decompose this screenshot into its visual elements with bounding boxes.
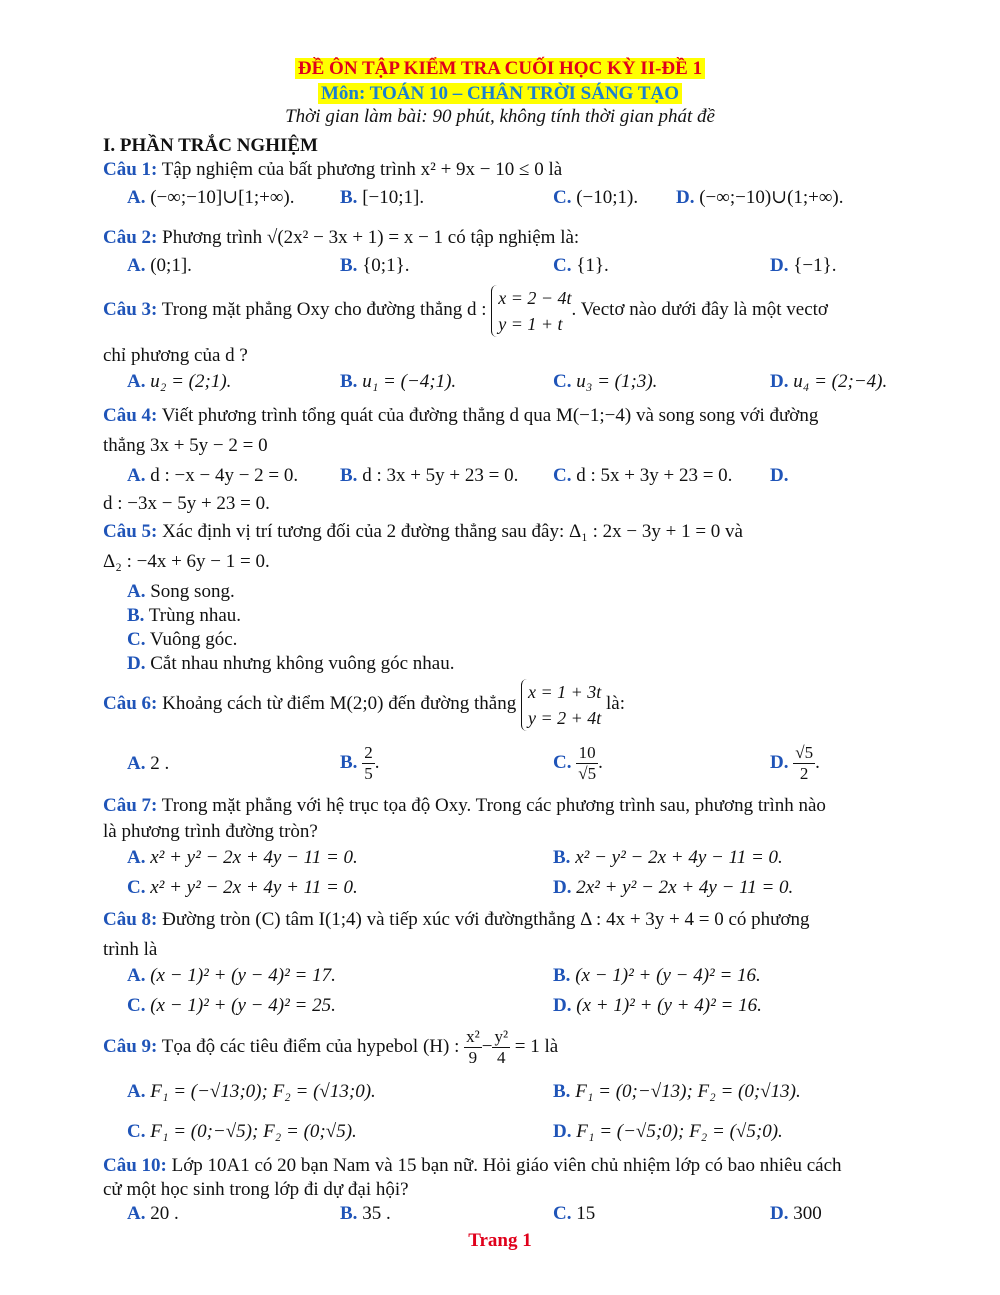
q8-option-a[interactable]: A. (x − 1)² + (y − 4)² = 17. bbox=[127, 965, 336, 986]
question-5 bbox=[103, 520, 743, 544]
question-label: Câu 5: bbox=[103, 521, 158, 542]
section-heading: I. PHẦN TRẮC NGHIỆM bbox=[103, 135, 318, 156]
q2-option-c[interactable]: C. {1}. bbox=[553, 255, 609, 276]
q7-option-a[interactable]: A. x² + y² − 2x + 4y − 11 = 0. bbox=[127, 847, 358, 868]
question-text-cont: là: bbox=[606, 693, 626, 714]
q7-option-b[interactable]: B. x² − y² − 2x + 4y − 11 = 0. bbox=[553, 847, 783, 868]
question-4 bbox=[103, 404, 818, 428]
question-text: Phương trình √(2x² − 3x + 1) = x − 1 có tập nghiệm là: bbox=[162, 227, 580, 248]
q4-option-c[interactable]: C. d : 5x + 3y + 23 = 0. bbox=[553, 465, 733, 486]
q5-option-a[interactable]: A. Song song. bbox=[127, 581, 235, 602]
question-3-line2: chỉ phương của d ? bbox=[103, 345, 248, 366]
q1-option-c[interactable]: C. (−10;1). bbox=[553, 187, 639, 208]
q7-option-c[interactable]: C. x² + y² − 2x + 4y + 11 = 0. bbox=[127, 877, 358, 898]
q3-option-d[interactable]: D. u₄ = (2;−4). bbox=[770, 371, 888, 392]
q1-option-a[interactable]: A. (−∞;−10]∪[1;+∞). bbox=[127, 187, 295, 208]
question-1 bbox=[103, 158, 562, 182]
q5-option-b[interactable]: B. Trùng nhau. bbox=[127, 605, 242, 626]
time-note: Thời gian làm bài: 90 phút, không tính thời gian phát đề bbox=[285, 106, 715, 127]
question-label: Câu 8: bbox=[103, 909, 158, 930]
q1-option-b[interactable]: B. [−10;1]. bbox=[340, 187, 425, 208]
q3-option-b[interactable]: B. u₁ = (−4;1). bbox=[340, 371, 457, 392]
question-label: Câu 7: bbox=[103, 795, 158, 816]
question-text-cont: = 1 là bbox=[514, 1036, 559, 1057]
q8-option-d[interactable]: D. (x + 1)² + (y + 4)² = 16. bbox=[553, 995, 762, 1016]
q4-option-a[interactable]: A. d : −x − 4y − 2 = 0. bbox=[127, 465, 299, 486]
equation-system: x = 1 + 3t y = 2 + 4t bbox=[521, 679, 601, 731]
question-8-line2: trình là bbox=[103, 939, 158, 960]
q5-option-d[interactable]: D. Cắt nhau nhưng không vuông góc nhau. bbox=[127, 653, 455, 674]
q8-option-c[interactable]: C. (x − 1)² + (y − 4)² = 25. bbox=[127, 995, 336, 1016]
equation-system: x = 2 − 4t y = 1 + t bbox=[491, 285, 571, 337]
question-3 bbox=[103, 284, 828, 337]
q8-option-b[interactable]: B. (x − 1)² + (y − 4)² = 16. bbox=[553, 965, 761, 986]
q10-option-b[interactable]: B. 35 . bbox=[340, 1203, 391, 1224]
question-text: Tọa độ các tiêu điểm của hypebol (H) : bbox=[161, 1036, 460, 1057]
question-label: Câu 10: bbox=[103, 1155, 167, 1176]
question-text-cont: . Vectơ nào dưới đây là một vectơ bbox=[571, 299, 828, 320]
q9-option-a[interactable]: A. F₁ = (−√13;0); F₂ = (√13;0). bbox=[127, 1081, 376, 1102]
q6-option-b[interactable]: B. $\frac{2}{5}$ . bbox=[340, 743, 380, 784]
question-label: Câu 9: bbox=[103, 1036, 158, 1057]
question-6 bbox=[103, 678, 625, 731]
question-text: Tập nghiệm của bất phương trình x² + 9x − 10 ≤ 0 là bbox=[161, 159, 563, 180]
question-10-line2: cử một học sinh trong lớp đi dự đại hội? bbox=[103, 1179, 409, 1200]
question-text: Khoảng cách từ điểm M(2;0) đến đường thẳng bbox=[162, 693, 517, 714]
q4-option-d-key[interactable]: D. bbox=[770, 465, 789, 486]
q3-option-a[interactable]: A. u₂ = (2;1). bbox=[127, 371, 232, 392]
q10-option-d[interactable]: D. 300 bbox=[770, 1203, 822, 1224]
question-9: Câu 9: Tọa độ các tiêu điểm của hypebol (H) : $\frac{\text{x²}}{9}$ − $\frac{\text{y²}}{4}$ = 1 là bbox=[103, 1027, 559, 1068]
question-text: Xác định vị trí tương đối của 2 đường thẳng sau đây: Δ₁ : 2x − 3y + 1 = 0 và bbox=[162, 521, 743, 542]
q6-option-a[interactable]: A. 2 . bbox=[127, 753, 170, 774]
question-text: Viết phương trình tổng quát của đường thẳng d qua M(−1;−4) và song song với đường bbox=[161, 405, 819, 426]
q9-option-d[interactable]: D. F₁ = (−√5;0); F₂ = (√5;0). bbox=[553, 1121, 783, 1142]
q4-option-d[interactable]: d : −3x − 5y + 23 = 0. bbox=[103, 493, 270, 514]
subject-line: Môn: TOÁN 10 – CHÂN TRỜI SÁNG TẠO bbox=[0, 83, 1000, 105]
q3-option-c[interactable]: C. u₃ = (1;3). bbox=[553, 371, 658, 392]
fraction: $\frac{\text{y²}}{4}$ bbox=[494, 1027, 509, 1068]
question-text: Đường tròn (C) tâm I(1;4) và tiếp xúc với đườngthẳng Δ : 4x + 3y + 4 = 0 có phương bbox=[162, 909, 810, 930]
question-5-line2: Δ₂ : −4x + 6y − 1 = 0. bbox=[103, 551, 270, 572]
question-label: Câu 4: bbox=[103, 405, 158, 426]
fraction: $\frac{\text{x²}}{9}$ bbox=[466, 1027, 480, 1068]
question-label: Câu 2: bbox=[103, 227, 158, 248]
question-8 bbox=[103, 908, 810, 932]
fraction: $\frac{√5}{2}$ bbox=[795, 743, 814, 784]
question-7-line2: là phương trình đường tròn? bbox=[103, 821, 318, 842]
question-text: Lớp 10A1 có 20 bạn Nam và 15 bạn nữ. Hỏi giáo viên chủ nhiệm lớp có bao nhiêu cách bbox=[171, 1155, 842, 1176]
question-text: Trong mặt phẳng Oxy cho đường thẳng d : bbox=[161, 299, 487, 320]
q4-option-b[interactable]: B. d : 3x + 5y + 23 = 0. bbox=[340, 465, 519, 486]
fraction: $\frac{2}{5}$ bbox=[364, 743, 373, 784]
q2-option-d[interactable]: D. {−1}. bbox=[770, 255, 837, 276]
q2-option-a[interactable]: A. (0;1]. bbox=[127, 255, 192, 276]
q6-option-c[interactable]: C. $\frac{10}{√5}$ . bbox=[553, 743, 603, 784]
q9-option-c[interactable]: C. F₁ = (0;−√5); F₂ = (0;√5). bbox=[127, 1121, 357, 1142]
q9-option-b[interactable]: B. F₁ = (0;−√13); F₂ = (0;√13). bbox=[553, 1081, 801, 1102]
question-7 bbox=[103, 794, 826, 818]
q6-option-d[interactable]: D. $\frac{√5}{2}$ . bbox=[770, 743, 820, 784]
exam-title: ĐỀ ÔN TẬP KIỂM TRA CUỐI HỌC KỲ II-ĐỀ 1 bbox=[0, 58, 1000, 80]
fraction: $\frac{10}{√5}$ bbox=[578, 743, 597, 784]
question-text: Trong mặt phẳng với hệ trục tọa độ Oxy. Trong các phương trình sau, phương trình nào bbox=[161, 795, 826, 816]
q10-option-a[interactable]: A. 20 . bbox=[127, 1203, 179, 1224]
q5-option-c[interactable]: C. Vuông góc. bbox=[127, 629, 238, 650]
q10-option-c[interactable]: C. 15 bbox=[553, 1203, 596, 1224]
question-4-line2: thẳng 3x + 5y − 2 = 0 bbox=[103, 435, 268, 456]
q1-option-d[interactable]: D. (−∞;−10)∪(1;+∞). bbox=[676, 187, 844, 208]
question-2 bbox=[103, 226, 579, 250]
q2-option-b[interactable]: B. {0;1}. bbox=[340, 255, 410, 276]
question-10 bbox=[103, 1154, 842, 1178]
question-label: Câu 6: bbox=[103, 693, 158, 714]
question-label: Câu 1: bbox=[103, 159, 158, 180]
question-label: Câu 3: bbox=[103, 299, 158, 320]
q7-option-d[interactable]: D. 2x² + y² − 2x + 4y − 11 = 0. bbox=[553, 877, 794, 898]
page-number: Trang 1 bbox=[468, 1230, 532, 1251]
